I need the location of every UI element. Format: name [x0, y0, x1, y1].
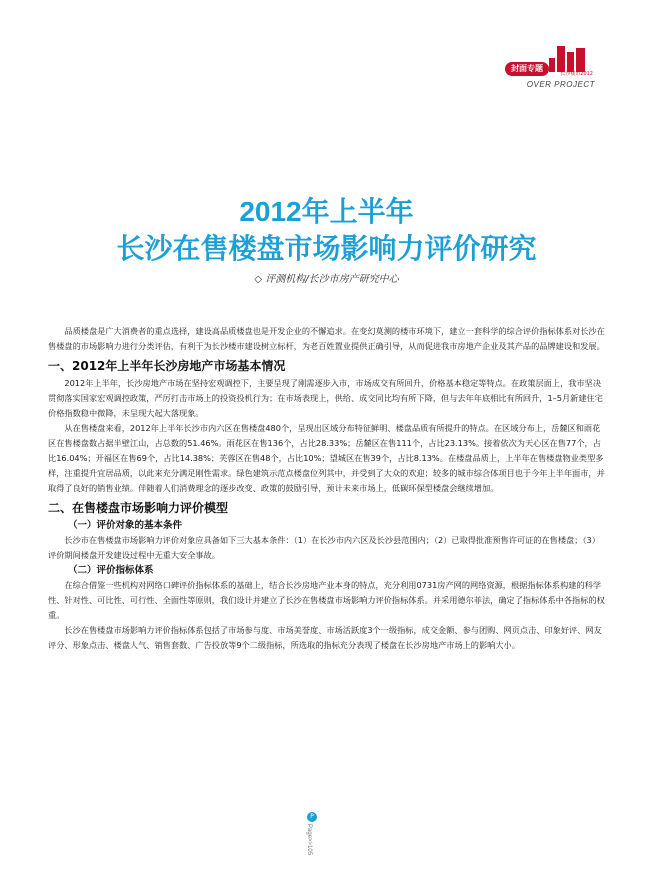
section-heading-1: 一、2012年上半年长沙房地产市场基本情况 [48, 359, 286, 373]
page-circle-icon: P [307, 812, 317, 822]
subsection-heading-1: （一）评价对象的基本条件 [68, 520, 183, 531]
subsection1-paragraph: 长沙市在售楼盘市场影响力评价对象应具备如下三大基本条件：（1）在长沙市内六区及长沙县范围内；（2）已取得批准预售许可证的在售楼盘；（3）评价期间楼盘开发建设过程中无重大安全事故。 [48, 535, 600, 560]
author-line: ◇ 评测机构/长沙市房产研究中心 [254, 274, 399, 285]
subsection2-paragraph-2: 长沙在售楼盘市场影响力评价指标体系包括了市场参与度、市场美誉度、市场活跃度3个一级指标，成交金额、参与团购、网页点击、印象好评、网友评分、形象点击、楼盘人气、销售套数、广告投放等9个二级指标，所选取的指标充分表现了楼盘在长沙房地产市场上的影响大小。 [48, 625, 602, 650]
intro-paragraph: 品质楼盘是广大消费者的重点选择，建设高品质楼盘也是开发企业的不懈追求。在变幻莫测的楼市环境下，建立一套科学的综合评价指标体系对长沙在售楼盘的市场影响力进行分类评估，有利于为长沙楼市建设树立标杆，为老百姓置业提供正确引导，从而促进我市房地产企业及其产品的品牌建设和发展。 [48, 326, 605, 351]
article-body [48, 324, 606, 653]
page-number [306, 812, 320, 882]
page-label: Page>>105 [306, 824, 312, 856]
section-badge: 封面专题 [505, 62, 549, 76]
subsection2-paragraph-1: 在综合借鉴一些机构对网络口碑评价指标体系的基础上，结合长沙房地产业本身的特点，充分利用0731房产网的网络资源，根据指标体系构建的科学性、针对性、可比性、可行性、全面性等原则，我们设计并建立了长沙在售楼盘市场影响力评价指标体系。并采用德尔菲法，确定了指标体系中各指标的权重。 [48, 580, 605, 620]
page-title-line2: 长沙在售楼盘市场影响力评价研究 [116, 233, 537, 264]
cover-label: OVER PROJECT [526, 80, 595, 89]
section1-paragraph-1: 2012年上半年，长沙房地产市场在坚持宏观调控下，主要呈现了刚需逐步入市，市场成交有所回升，价格基本稳定等特点。在政策层面上，我市坚决贯彻落实国家宏观调控政策，严厉打击市场上的投资投机行为；在市场表现上，供给、成交同比均有所下降，但与去年年底相比有所回升，1–5月新建住宅价格指数稳中微降，未呈现大起大落现象。 [48, 378, 603, 418]
subsection-heading-2: （二）评价指标体系 [68, 565, 154, 576]
buildings-logo-icon [549, 46, 589, 72]
section1-paragraph-2: 从在售楼盘来看，2012年上半年长沙市内六区在售楼盘480个，呈现出区域分布特征鲜明、楼盘品质有所提升的特点。在区域分布上，岳麓区和雨花区在售楼盘数占据半壁江山，占总数的51.46%。雨花区在售136个，占比28.33%；岳麓区在售111个，占比23.13%。接着依次为天心区在售77个，占比16.04%；开福区在售69个，占比14.38%；芙蓉区在售48个，占比10%；望城区在售39个，占比8.13%。在楼盘品质上，上半年在售楼盘物业类型多样，注重提升宜居品质，以此来充分满足刚性需求。绿色建筑示范点楼盘位列其中，并受到了大众的欢迎；较多的城市综合体项目也于今年上半年面市，并取得了良好的销售业绩。伴随着人们消费理念的逐步改变、政策的鼓励引导，预计未来市场上，低碳环保型楼盘会继续增加。 [48, 423, 605, 493]
page-title-line1: 2012年上半年 [239, 196, 414, 227]
header-tag: 长沙楼市2012 [560, 71, 593, 77]
section-heading-2: 二、在售楼盘市场影响力评价模型 [48, 501, 229, 515]
header-logo [505, 44, 595, 90]
